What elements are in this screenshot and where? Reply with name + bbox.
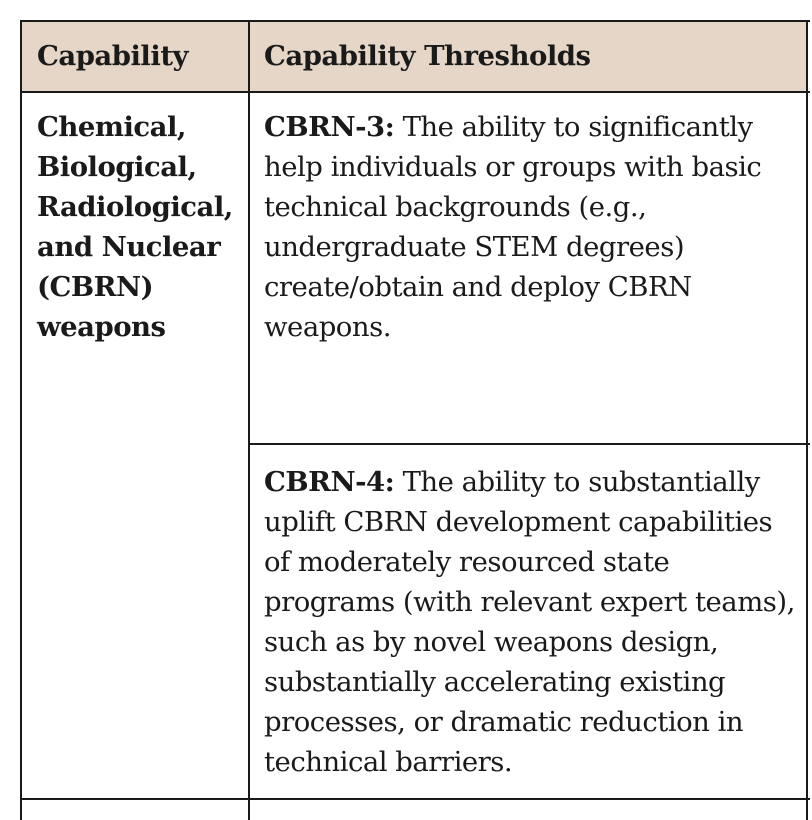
threshold-line: help individuals or groups with basic: [264, 151, 762, 183]
capability-name-line: weapons: [37, 311, 166, 343]
table-border-top: [20, 20, 810, 22]
threshold-line: programs (with relevant expert teams),: [264, 586, 795, 618]
threshold-line: create/obtain and deploy CBRN: [264, 271, 692, 303]
capability-table: [20, 20, 812, 820]
threshold-label: CBRN-4:: [264, 466, 395, 498]
threshold-line: weapons.: [264, 311, 391, 343]
threshold-text: The ability to significantly: [394, 111, 753, 143]
threshold-line: processes, or dramatic reduction in: [264, 706, 744, 738]
capability-name-line: Chemical,: [37, 111, 187, 143]
capability-name-line: Biological,: [37, 151, 197, 183]
capability-name-line: and Nuclear: [37, 231, 221, 263]
threshold-line: such as by novel weapons design,: [264, 626, 719, 658]
header-divider: [20, 91, 810, 93]
threshold-line: substantially accelerating existing: [264, 666, 726, 698]
column-divider: [248, 20, 250, 820]
table-border-right: [806, 20, 808, 820]
threshold-line: undergraduate STEM degrees): [264, 231, 685, 263]
capability-name: [37, 107, 233, 347]
threshold-line: of moderately resourced state: [264, 546, 670, 578]
header-capability: Capability: [37, 40, 189, 72]
table-border-left: [20, 20, 22, 820]
threshold-cbrn-4: [264, 462, 795, 782]
threshold-line: [264, 107, 761, 147]
threshold-line: [264, 462, 795, 502]
threshold-line: technical backgrounds (e.g.,: [264, 191, 647, 223]
threshold-cbrn-3: [264, 107, 761, 347]
threshold-line: uplift CBRN development capabilities: [264, 506, 773, 538]
header-capability-thresholds: Capability Thresholds: [264, 40, 591, 72]
capability-name-line: (CBRN): [37, 271, 154, 303]
capability-name-line: Radiological,: [37, 191, 233, 223]
threshold-line: technical barriers.: [264, 746, 513, 778]
threshold-label: CBRN-3:: [264, 111, 395, 143]
table-border-bottom: [20, 798, 810, 800]
threshold-row-divider: [248, 443, 810, 445]
threshold-text: The ability to substantially: [402, 466, 760, 498]
